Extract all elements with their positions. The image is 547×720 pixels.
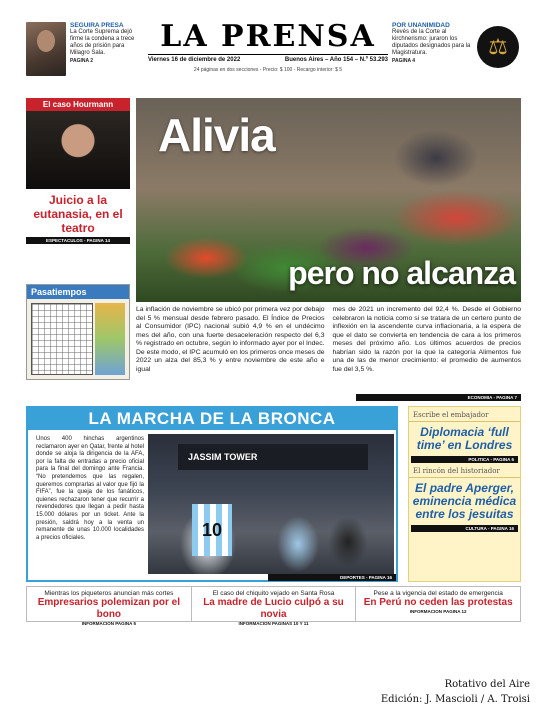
teaser-text: Revés de la Corte al kirchnerismo: juraron los diputados designados para la Magistratura.: [392, 29, 471, 56]
masthead: [148, 19, 388, 73]
opinion-sidebar: [408, 406, 521, 582]
credits: [381, 677, 530, 707]
strip-headline: La madre de Lucio culpó a su novia: [203, 597, 344, 620]
sidebar-section-2: El rincón del historiador: [409, 463, 520, 478]
sidebar-story-aperger[interactable]: [409, 463, 520, 532]
bottom-strip: [26, 586, 521, 626]
strip-footer: INFORMACION PAGINA 12: [409, 609, 467, 614]
article-footer: ECONOMIA - PAGINA 7: [356, 394, 521, 401]
issue-place: Buenos Aires – Año 154 – N.º 53.293: [284, 57, 388, 63]
march-footer: DEPORTES - PAGINA 16: [268, 574, 396, 581]
strip-story[interactable]: [356, 587, 520, 621]
strip-footer: INFORMACION PAGINAS 10 Y 11: [238, 621, 309, 626]
section-label: El caso Hourmann: [26, 98, 130, 111]
crossword-grid: [31, 303, 93, 375]
story-march[interactable]: [26, 406, 398, 582]
strip-headline: Empresarios polemizan por el bono: [37, 597, 180, 620]
newspaper-front-page: [26, 19, 521, 626]
teaser-kicker: POR UNANIMIDAD: [392, 22, 450, 29]
march-photo: [148, 434, 394, 574]
sidebar-footer-2: CULTURA - PAGINA 16: [411, 525, 518, 532]
issue-meta: 24 páginas en dos secciones - Precio: $ 100 - Recargo interior: $ 5: [193, 67, 343, 73]
hero-photo[interactable]: [136, 98, 521, 302]
story-footer: ESPECTACULOS - PAGINA 14: [26, 237, 130, 244]
dateline: [148, 54, 388, 63]
march-title: LA MARCHA DE LA BRONCA: [28, 408, 396, 430]
article-column-2: mes de 2021 un incremento del 92,4 %. Desde el Gobierno celebraron la noticia como si se tratara de un certero punto de inflexión en la ascendente curva inflacionaria, a la espera de que el dato se convierta en tendencia de cara a los primeros meses del próximo año. Los últimos acuerdos de precios habrían sido la razón por la que la categoría Alimentos fue una de las de menor crecimiento: el promedio de aumentos fue del 3,5 %.: [332, 306, 521, 373]
teaser-page: PAGINA 4: [392, 58, 416, 64]
sidebar-title-1: Diplomacia ‘full time’ en Londres: [416, 425, 513, 452]
jersey-number: 10: [192, 504, 232, 556]
hero-headline-top: Alivia: [158, 109, 275, 161]
credits-line-1: Rotativo del Aire: [444, 679, 530, 690]
march-body: Unos 400 hinchas argentinos reclamaron ayer en Qatar, frente al hotel donde se aloja la dirigencia de la AFA, por la falta de entradas a precio oficial para la final del domingo ante Francia. “No pretendemos que las regalen, queremos comprarlas al valor que fijó la FIFA”, fue la queja de los fanáticos, quienes rechazaron tener que recurrir a revendedores que llegan a pedir hasta 15.000 dólares por un ticket. Ante la presión, saldrá hoy a la venta un remanente de unas 10.000 localidades a precios oficiales.: [36, 436, 144, 541]
credits-line-2: Edición: J. Mascioli / A. Troisi: [380, 694, 530, 705]
sidebar-story-diplomacia[interactable]: [409, 407, 520, 463]
strip-headline: En Perú no ceden las protestas: [363, 597, 513, 608]
strip-intro: El caso del chiquito vejado en Santa Rosa: [212, 590, 335, 597]
hero-headline-bottom: pero no alcanza: [288, 255, 515, 291]
teaser-milagro-sala[interactable]: [26, 22, 144, 76]
puzzle-box[interactable]: [26, 284, 130, 380]
issue-date: Viernes 16 de diciembre de 2022: [148, 57, 241, 63]
strip-story[interactable]: [27, 587, 192, 626]
sidebar-footer-1: POLITICA - PAGINA 6: [411, 456, 518, 463]
story-photo: [26, 111, 130, 189]
strip-story[interactable]: [192, 587, 357, 626]
sidebar-title-2: El padre Aperger, eminencia médica entre los jesuitas: [412, 481, 517, 521]
strip-footer: INFORMACION PAGINA 5: [81, 621, 136, 626]
newspaper-logo: LA PRENSA: [160, 19, 376, 54]
story-title: Juicio a la eutanasia, en el teatro: [33, 193, 123, 235]
teaser-magistratura[interactable]: [392, 22, 521, 76]
lead-article: [136, 306, 521, 394]
story-hourmann[interactable]: [26, 98, 130, 244]
strip-intro: Pese a la vigencia del estado de emergencia: [373, 590, 503, 597]
puzzle-illustration: [95, 303, 125, 375]
strip-intro: Mientras los piqueteros anuncian más cortes: [44, 590, 174, 597]
hotel-sign: JASSIM TOWER: [178, 444, 368, 470]
puzzle-title: Pasatiempos: [27, 285, 129, 299]
teaser-page: PAGINA 2: [70, 58, 94, 64]
article-column-1: La inflación de noviembre se ubicó por primera vez por debajo del 5 % mensual desde febrero pasado. El Índice de Precios al Consumidor (IPC) nacional subió 4,9 % en el undécimo mes del año, con una fuerte desaceleración respecto del 6,3 % registrado en octubre, según lo informado ayer por el Indec. De este modo, el IPC acumuló en los primeros once meses de 2022 un alza del 85,3 % y entre noviembre de este año e igual: [136, 306, 325, 373]
teaser-text: La Corte Suprema dejó firme la condena a trece años de prisión para Milagro Sala.: [70, 29, 135, 56]
scales-icon: ⚖: [477, 26, 519, 68]
sidebar-section-1: Escribe el embajador: [409, 407, 520, 422]
teaser-photo: [26, 22, 66, 76]
teaser-kicker: SEGUIRA PRESA: [70, 22, 124, 29]
